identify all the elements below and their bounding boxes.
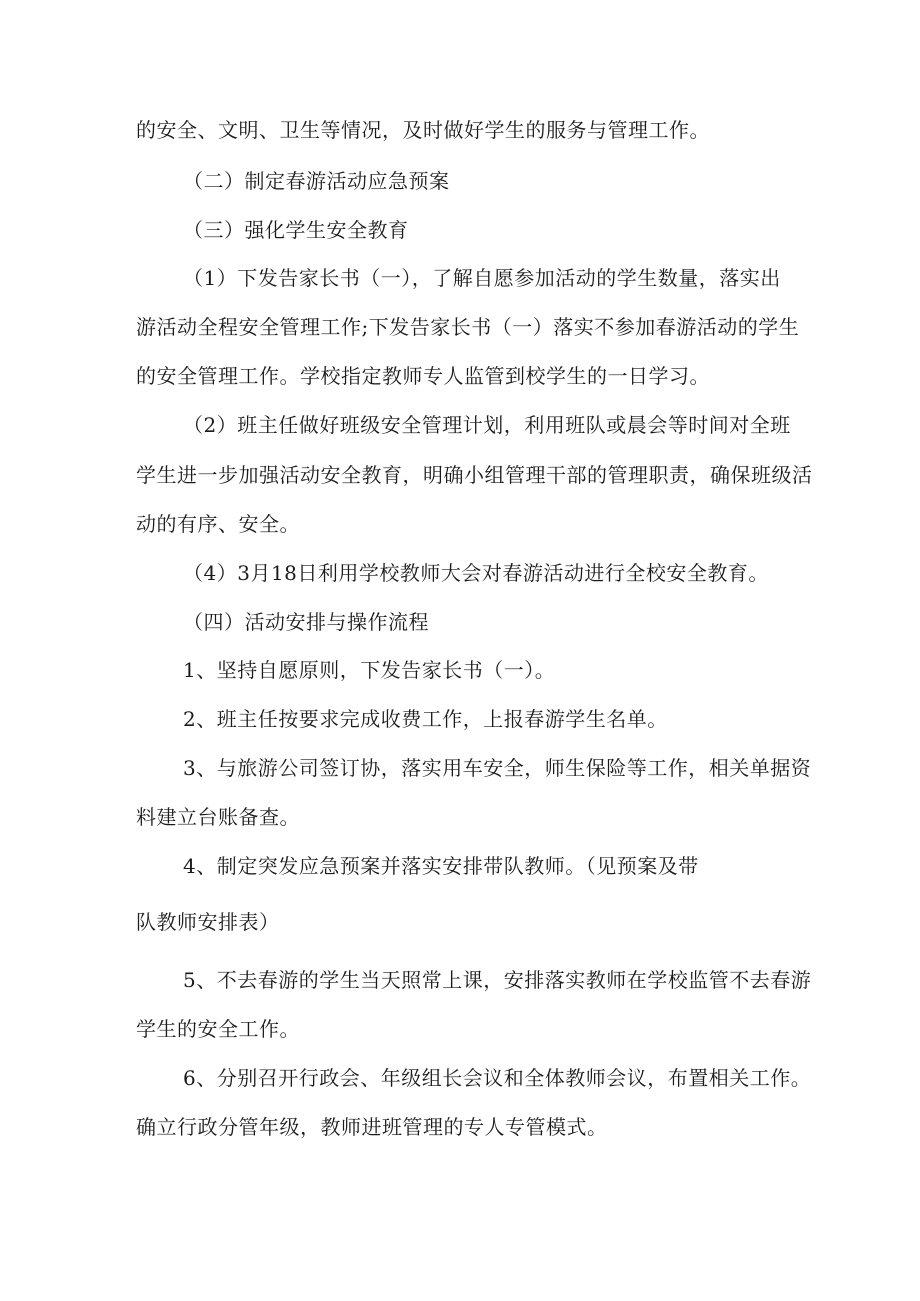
list-item-6: 6、分别召开行政会、年级组长会议和全体教师会议，布置相关工作。 — [183, 1066, 812, 1090]
section-heading-4: （四）活动安排与操作流程 — [183, 610, 429, 634]
text-line-4: （1）下发告家长书（一），了解自愿参加活动的学生数量，落实出 — [183, 266, 781, 290]
text-line-9: 动的有序、安全。 — [136, 512, 300, 536]
list-item-2: 2、班主任按要求完成收费工作，上报春游学生名单。 — [183, 707, 668, 731]
list-item-4: 4、制定突发应急预案并落实安排带队教师。（见预案及带 — [183, 854, 699, 878]
section-heading-3: （三）强化学生安全教育 — [183, 218, 409, 242]
list-item-5: 5、不去春游的学生当天照常上课，安排落实教师在学校监管不去春游 — [183, 968, 812, 992]
list-item-5-cont: 学生的安全工作。 — [136, 1017, 300, 1041]
text-line-1: 的安全、文明、卫生等情况，及时做好学生的服务与管理工作。 — [136, 118, 710, 142]
list-item-3-cont: 料建立台账备查。 — [136, 805, 300, 829]
list-item-4-cont: 队教师安排表） — [136, 910, 280, 934]
text-line-8: 学生进一步加强活动安全教育，明确小组管理干部的管理职责，确保班级活 — [136, 463, 813, 487]
list-item-3: 3、与旅游公司签订协，落实用车安全，师生保险等工作，相关单据资 — [183, 756, 812, 780]
text-line-7: （2）班主任做好班级安全管理计划，利用班队或晨会等时间对全班 — [183, 413, 791, 437]
text-line-6: 的安全管理工作。学校指定教师专人监管到校学生的一日学习。 — [136, 364, 710, 388]
text-line-5: 游活动全程安全管理工作;下发告家长书（一）落实不参加春游活动的学生 — [136, 315, 800, 339]
list-item-1: 1、坚持自愿原则，下发告家长书（一）。 — [183, 658, 556, 682]
text-line-10: （4）3月18日利用学校教师大会对春游活动进行全校安全教育。 — [183, 561, 769, 585]
section-heading-2: （二）制定春游活动应急预案 — [183, 169, 450, 193]
list-item-6-cont: 确立行政分管年级，教师进班管理的专人专管模式。 — [136, 1115, 608, 1139]
